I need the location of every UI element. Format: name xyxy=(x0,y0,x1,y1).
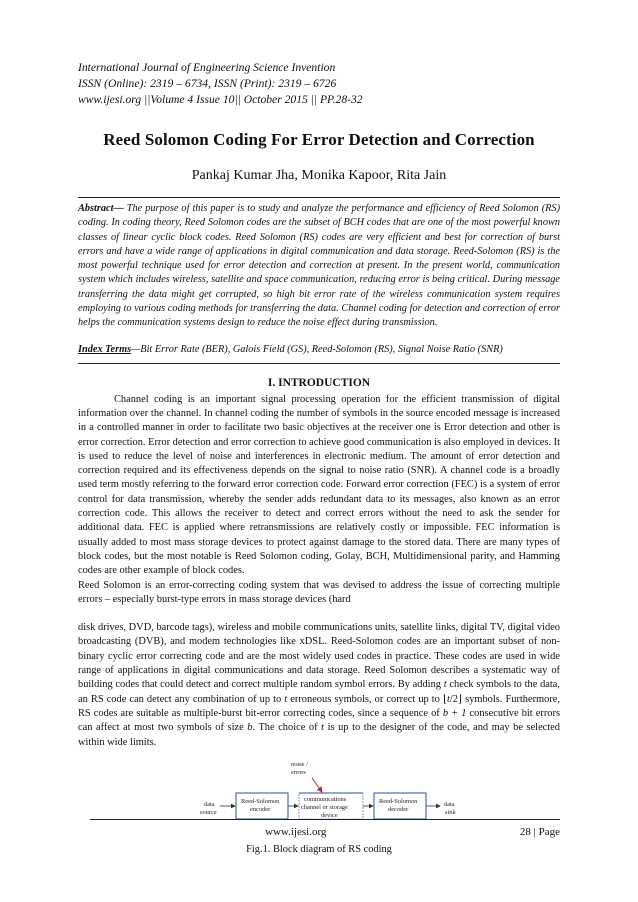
footer-rule xyxy=(90,819,560,820)
p3-text-d: /2⌋ symbols. Furthermore, RS codes are suitable as multiple-burst bit-error correcting codes, since a sequence of xyxy=(78,693,561,719)
abstract xyxy=(78,202,560,331)
channel-label: communications xyxy=(304,795,347,803)
index-terms xyxy=(78,343,560,357)
p3-text-c: erroneous symbols, or correct up to ⌊ xyxy=(287,693,448,705)
abstract-text: The purpose of this paper is to study and analyze the performance and efficiency of Reed Solomon (RS) coding. In coding theory, Reed Solomon codes are the subset of BCH codes that are one of the most powerful known classes of linear cyclic block codes. Reed Solomon (RS) codes are very efficient and best for correction of burst errors and have a wide range of applications in digital communication and data storage. Reed-Solomon (RS) is the most powerful technique used for error detection and correction at present. In the present world, communication system which includes wireless, satellite and space communication, reducing error is being critical. During message transferring the data might get corrupted, so high bit error rate of the wireless communication system requires employing to various coding methods for transferring the data. Channel coding for detection and correction of error helps the communication systems design to reduce the noise effect during transmission. xyxy=(78,203,560,329)
p3-text-e: consecutive bit errors can affect at most two symbols of size xyxy=(78,707,560,734)
encoder-label: Reed-Solomon xyxy=(241,797,280,805)
index-terms-text: —Bit Error Rate (BER), Galois Field (GS), Reed-Solomon (RS), Signal Noise Ratio (SNR) xyxy=(131,343,503,355)
footer-page-number: 28 | Page xyxy=(519,826,560,838)
noise-arrow xyxy=(312,778,322,792)
decoder-label: Reed-Solomon xyxy=(379,797,418,805)
index-terms-rule xyxy=(78,363,560,364)
paper-authors: Pankaj Kumar Jha, Monika Kapoor, Rita Jain xyxy=(191,168,447,183)
p3-text-b: check symbols to the data, an RS code can detect any combination of up to xyxy=(78,679,560,705)
abstract-top-rule xyxy=(78,197,560,198)
section-heading-introduction: I. INTRODUCTION xyxy=(267,376,371,389)
journal-header xyxy=(78,60,560,108)
encoder-label-2: encoder xyxy=(250,805,271,813)
p3-var-b: b xyxy=(247,722,253,734)
p3-var-b-plus-1: b + 1 xyxy=(442,707,467,719)
index-terms-label: Index Terms xyxy=(78,343,132,355)
journal-issn: ISSN (Online): 2319 – 6734, ISSN (Print): 2319 – 6726 xyxy=(78,77,337,90)
data-sink-label: data xyxy=(444,800,455,808)
data-sink-label-2: sink xyxy=(445,808,456,816)
p3-var-t: t xyxy=(447,693,450,705)
journal-volume: www.ijesi.org ||Volume 4 Issue 10|| October 2015 || PP.28-32 xyxy=(78,93,363,106)
intro-paragraph-2: Reed Solomon is an error-correcting coding system that was devised to address the issue of correcting multiple errors – especially burst-type errors in mass storage devices (hard xyxy=(78,579,560,605)
figure-caption: Fig.1. Block diagram of RS coding xyxy=(246,843,392,855)
footer-site: www.ijesi.org xyxy=(265,826,327,838)
abstract-label: Abstract— xyxy=(78,203,124,214)
channel-label-3: device xyxy=(321,811,338,819)
journal-name: International Journal of Engineering Science Invention xyxy=(78,61,336,74)
p3-text-g: is up to the designer of the code, and may be selected within wide limits. xyxy=(78,722,560,748)
noise-label: noise / xyxy=(291,760,308,768)
paper-page xyxy=(78,60,560,855)
p3-var-t: t xyxy=(284,693,288,705)
channel-label-2: channel or storage xyxy=(301,803,348,811)
noise-label-2: errors xyxy=(291,768,306,776)
decoder-label-2: decoder xyxy=(388,805,409,813)
p3-var-t: t xyxy=(321,722,325,734)
paper-title: Reed Solomon Coding For Error Detection and Correction xyxy=(103,130,535,149)
data-source-label-2: source xyxy=(200,808,217,816)
intro-paragraph-1: Channel coding is an important signal processing operation for the efficient transmission of digital information over the channel. In channel coding the number of symbols in the source encoded message is increased in a controlled manner in order to facilitate two basic objectives at the receiver one is Error detection and other is error correction. Error detection and error correction to achieve good communication is also employed in devices. It is used to reduce the level of noise and interferences in electronic medium. The amount of error detection and correction required and its effectiveness depends on the signal to noise ratio (SNR). A channel code is a broadly used term mostly referring to the forward error correction code. Forward error correction (FEC) is a system of error control for data transmission, whereby the sender adds redundant data to its messages, also known as an error correction code. This allows the receiver to detect and correct errors without the need to ask the sender for additional data. FEC is applied where retransmissions are relatively costly or impossible. FEC information is usually added to most mass storage devices to protect against damage to the stored data. There are many types of block codes, but the most notable is Reed Solomon coding, Golay, BCH, Multidimensional parity, and Hamming codes are other example of block codes. xyxy=(78,393,560,577)
data-source-label: data xyxy=(204,800,215,808)
intro-paragraph-3 xyxy=(78,621,560,750)
p3-text-a: disk drives, DVD, barcode tags), wireless and mobile communications units, satellite links, digital TV, digital video broadcasting (DVB), and modem technologies like xDSL. Reed-Solomon codes are an important subset of non-binary cyclic error correcting code and are the most widely used codes in practice. These codes are used in wide range of applications in digital communications and data storage. Reed Solomon describes a systematic way of building codes that could detect and correct multiple random symbol errors. By adding xyxy=(78,622,560,691)
p3-text-f: . The choice of xyxy=(252,722,322,734)
p3-var-t: t xyxy=(443,679,447,691)
